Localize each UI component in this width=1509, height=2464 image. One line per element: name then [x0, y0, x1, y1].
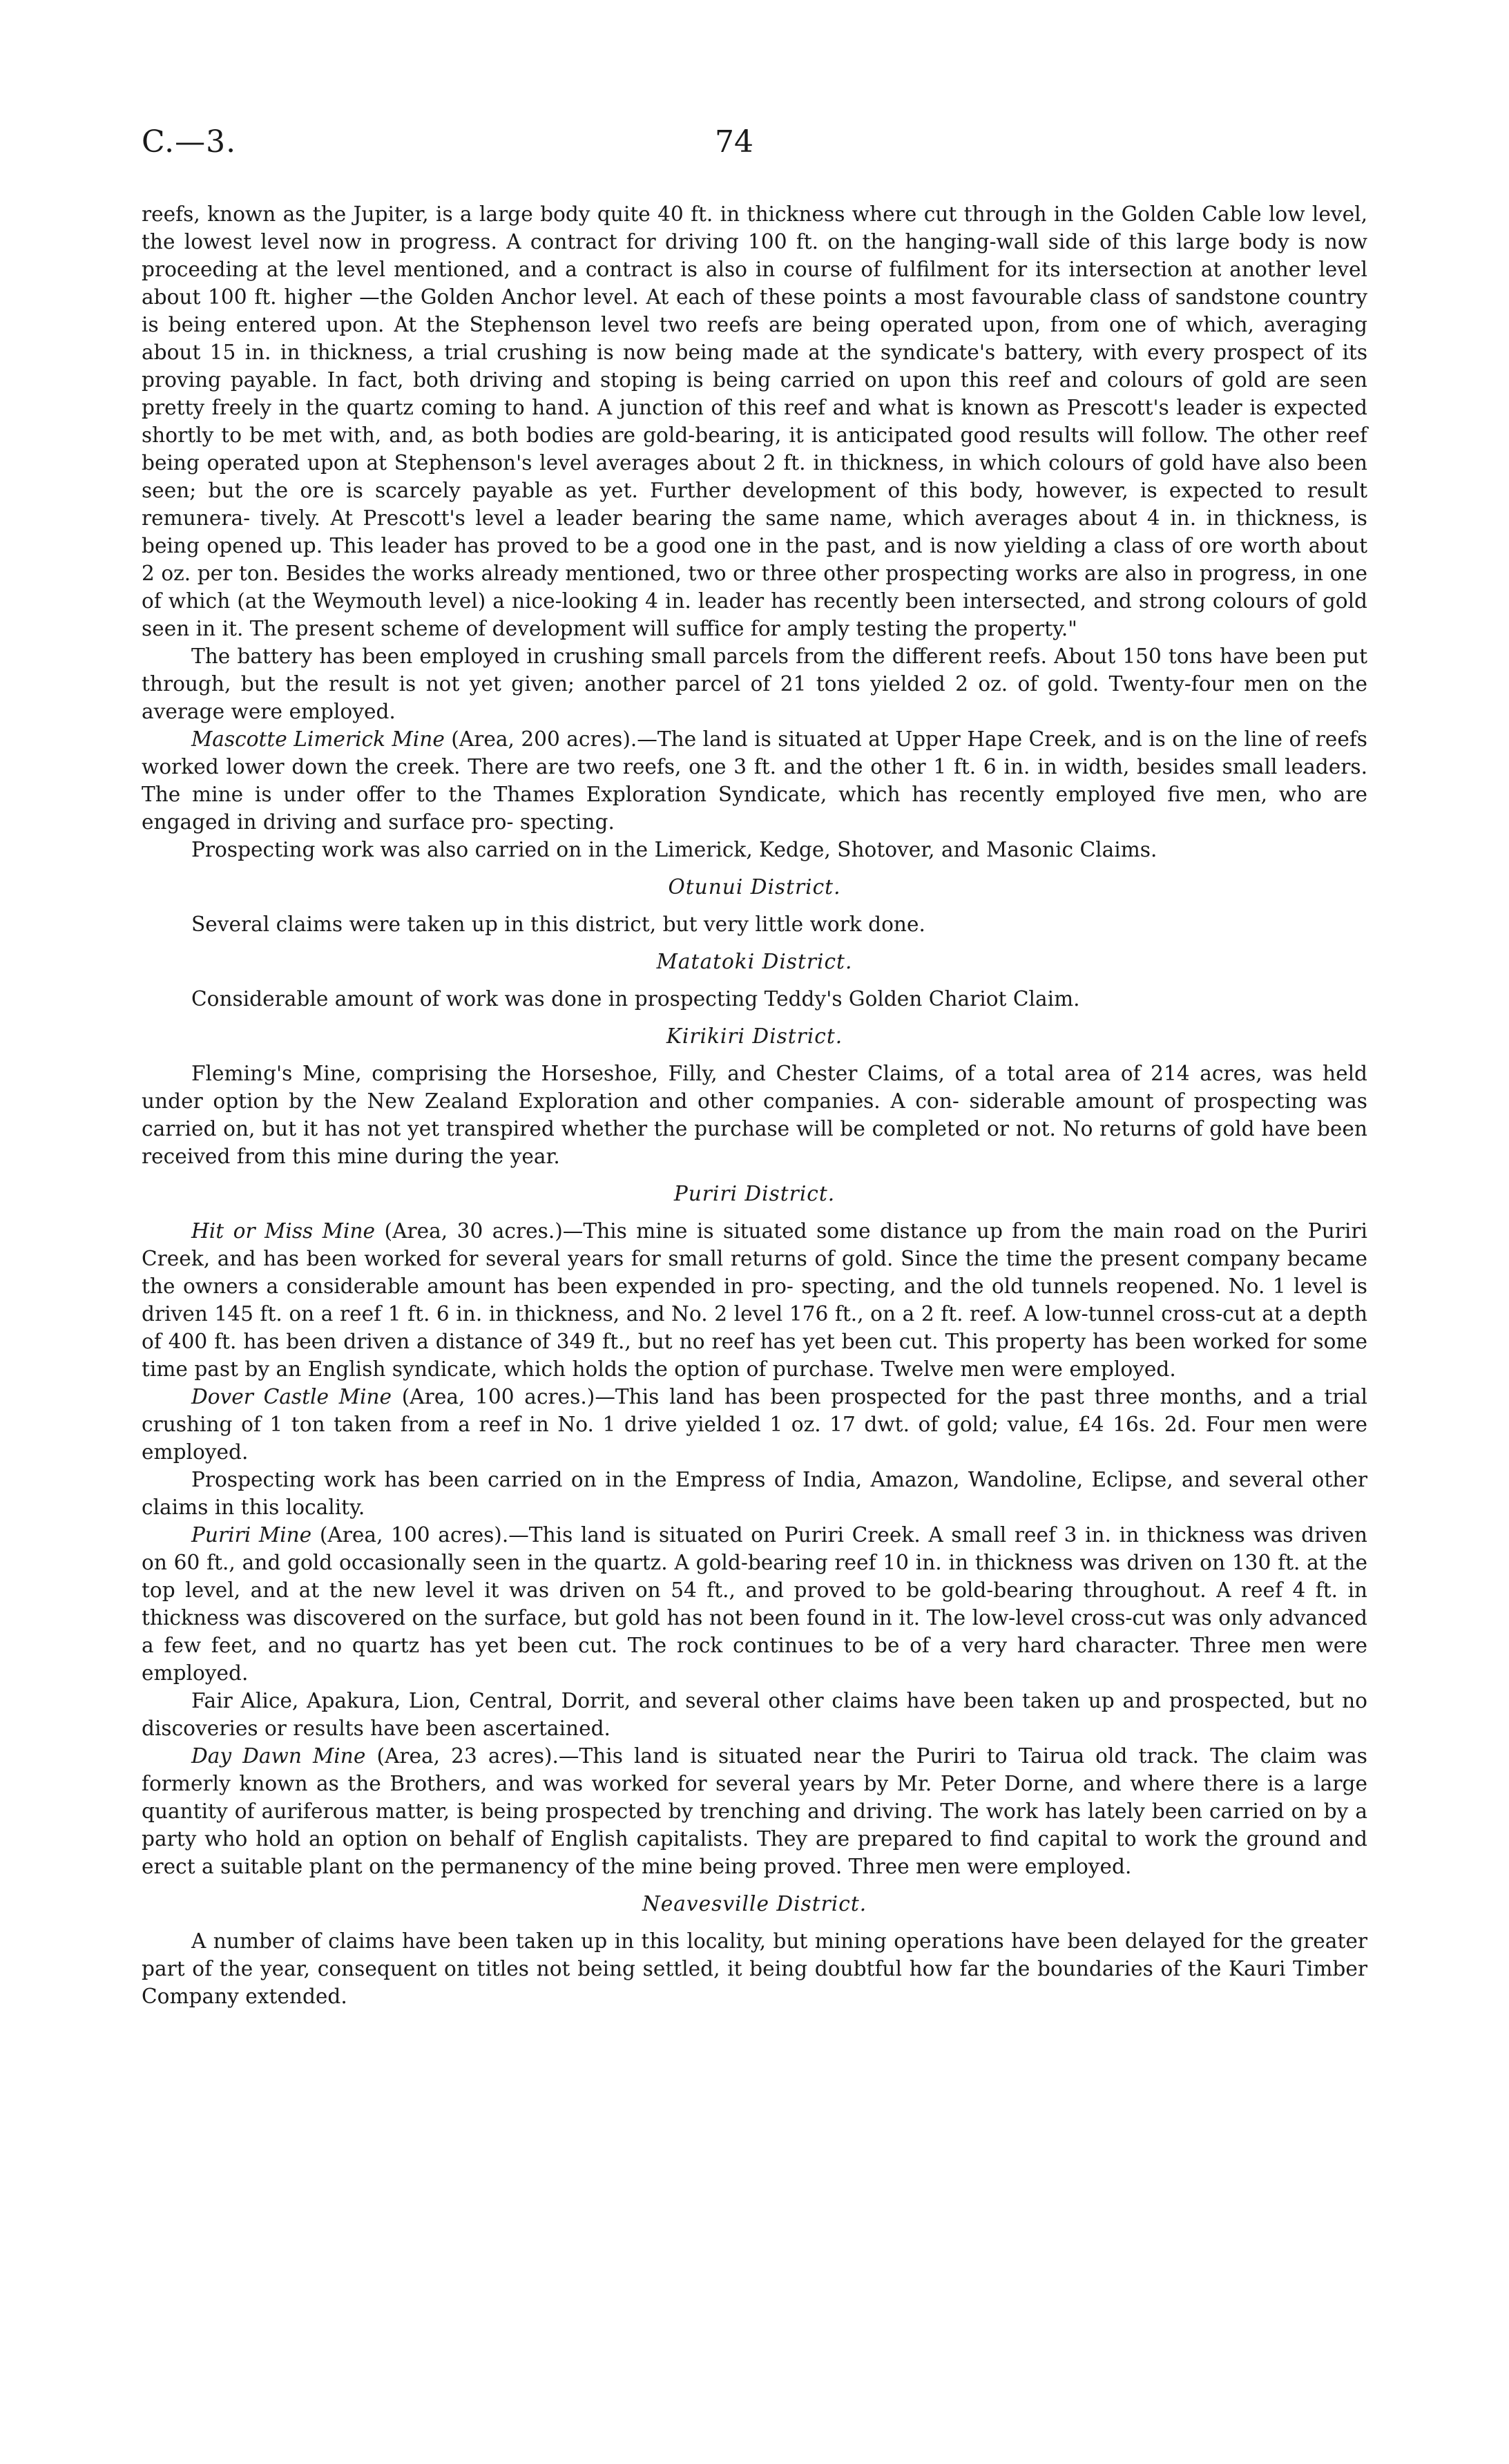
- paragraph-day-dawn: [142, 1742, 1367, 1880]
- district-heading-puriri: Puriri District.: [673, 1182, 836, 1205]
- mine-name: Mascotte Limerick Mine: [191, 727, 445, 751]
- mine-name: Puriri Mine: [191, 1523, 312, 1547]
- district-heading-kirikiri: Kirikiri District.: [666, 1024, 843, 1048]
- mine-name: Dover Castle Mine: [191, 1385, 392, 1408]
- document-body: [142, 200, 1367, 2010]
- paragraph-text: (Area, 30 acres.)—This mine is situated some distance up from the main road on the Puriri Creek, and has been worked for several years for small returns of gold. Since the time the present company became the owners a considerable amount has been expended in pro- specting, and the old tunnels reopened. No. 1 level is driven 145 ft. on a reef 1 ft. 6 in. in thickness, and No. 2 level 176 ft., on a 2 ft. reef. A low-tunnel cross-cut at a depth of 400 ft. has been driven a distance of 349 ft., but no reef has yet been cut. This property has been worked for some time past by an English syndicate, which holds the option of purchase. Twelve men were employed.: [142, 1219, 1367, 1381]
- page-number: 74: [715, 124, 753, 160]
- district-heading-otunui: Otunui District.: [668, 875, 841, 899]
- paragraph-text: (Area, 100 acres).—This land is situated on Puriri Creek. A small reef 3 in. in thickness was driven on 60 ft., and gold occasionally seen in the quartz. A gold-bearing reef 10 in. in thickness was driven on 130 ft. at the top level, and at the new level it was driven on 54 ft., and proved to be gold-bearing throughout. A reef 4 ft. in thickness was discovered on the surface, but gold has not been found in it. The low-level cross-cut was only advanced a few feet, and no quartz has yet been cut. The rock continues to be of a very hard character. Three men were employed.: [142, 1523, 1367, 1685]
- paragraph-prospecting-limerick: Prospecting work was also carried on in the Limerick, Kedge, Shotover, and Masonic Claims.: [191, 838, 1157, 861]
- paragraph-neavesville: A number of claims have been taken up in this locality, but mining operations have been delayed for the greater part of the year, consequent on titles not being settled, it being doubtful how far the boundaries of the Kauri Timber Company extended.: [142, 1929, 1367, 2008]
- paragraph-flemings-mine: Fleming's Mine, comprising the Horseshoe, Filly, and Chester Claims, of a total area of 214 acres, was held under option by the New Zealand Exploration and other companies. A con- siderable amount of prospecting was carried on, but it has not yet transpired whether the purchase will be completed or not. No returns of gold have been received from this mine during the year.: [142, 1062, 1367, 1168]
- paragraph-fair-alice: Fair Alice, Apakura, Lion, Central, Dorrit, and several other claims have been taken up and prospected, but no discoveries or results have been ascertained.: [142, 1689, 1367, 1740]
- paragraph-otunui: Several claims were taken up in this district, but very little work done.: [191, 913, 925, 936]
- mine-name: Hit or Miss Mine: [191, 1219, 376, 1243]
- paragraph-text: (Area, 100 acres.)—This land has been prospected for the past three months, and a trial crushing of 1 ton taken from a reef in No. 1 drive yielded 1 oz. 17 dwt. of gold; value, £4 16s. 2d. Four men were employed.: [142, 1385, 1367, 1464]
- paragraph-battery: The battery has been employed in crushing small parcels from the different reefs. About 150 tons have been put through, but the result is not yet given; another parcel of 21 tons yielded 2 oz. of gold. Twenty-four men on the average were employed.: [142, 644, 1367, 723]
- paragraph-dover-castle: [142, 1383, 1367, 1466]
- paragraph-mascotte-limerick: [142, 725, 1367, 836]
- paragraph-puriri-mine: [142, 1521, 1367, 1687]
- paragraph-matatoki: Considerable amount of work was done in prospecting Teddy's Golden Chariot Claim.: [191, 987, 1080, 1011]
- district-heading-neavesville: Neavesville District.: [642, 1892, 867, 1916]
- district-heading-matatoki: Matatoki District.: [656, 950, 853, 973]
- paragraph-text: (Area, 200 acres).—The land is situated at Upper Hape Creek, and is on the line of reefs worked lower down the creek. There are two reefs, one 3 ft. and the other 1 ft. 6 in. in width, besides small leaders. The mine is under offer to the Thames Exploration Syndicate, which has recently employed five men, who are engaged in driving and surface pro- specting.: [142, 727, 1367, 834]
- mine-name: Day Dawn Mine: [191, 1744, 366, 1768]
- paragraph-text: (Area, 23 acres).—This land is situated near the Puriri to Tairua old track. The claim was formerly known as the Brothers, and was worked for several years by Mr. Peter Dorne, and where there is a large quantity of auriferous matter, is being prospected by trenching and driving. The work has lately been carried on by a party who hold an option on behalf of English capitalists. They are prepared to find capital to work the ground and erect a suitable plant on the permanency of the mine being proved. Three men were employed.: [142, 1744, 1367, 1878]
- paragraph-jupiter-reef: reefs, known as the Jupiter, is a large body quite 40 ft. in thickness where cut through in the Golden Cable low level, the lowest level now in progress. A contract for driving 100 ft. on the hanging-wall side of this large body is now proceeding at the level mentioned, and a contract is also in course of fulfilment for its intersection at another level about 100 ft. higher —the Golden Anchor level. At each of these points a most favourable class of sandstone country is being entered upon. At the Stephenson level two reefs are being operated upon, from one of which, averaging about 15 in. in thickness, a trial crushing is now being made at the syndicate's battery, with every prospect of its proving payable. In fact, both driving and stoping is being carried on upon this reef and colours of gold are seen pretty freely in the quartz coming to hand. A junction of this reef and what is known as Prescott's leader is expected shortly to be met with, and, as both bodies are gold-bearing, it is anticipated good results will follow. The other reef being operated upon at Stephenson's level averages about 2 ft. in thickness, in which colours of gold have also been seen; but the ore is scarcely payable as yet. Further development of this body, however, is expected to result remunera- tively. At Prescott's level a leader bearing the same name, which averages about 4 in. in thickness, is being opened up. This leader has proved to be a good one in the past, and is now yielding a class of ore worth about 2 oz. per ton. Besides the works already mentioned, two or three other prospecting works are also in progress, in one of which (at the Weymouth level) a nice-looking 4 in. leader has recently been intersected, and strong colours of gold seen in it. The present scheme of development will suffice for amply testing the property.": [142, 202, 1367, 640]
- report-code: C.—3.: [142, 124, 237, 160]
- paragraph-hit-or-miss: [142, 1217, 1367, 1383]
- paragraph-empress-of-india: Prospecting work has been carried on in the Empress of India, Amazon, Wandoline, Eclipse, and several other claims in this locality.: [142, 1468, 1367, 1519]
